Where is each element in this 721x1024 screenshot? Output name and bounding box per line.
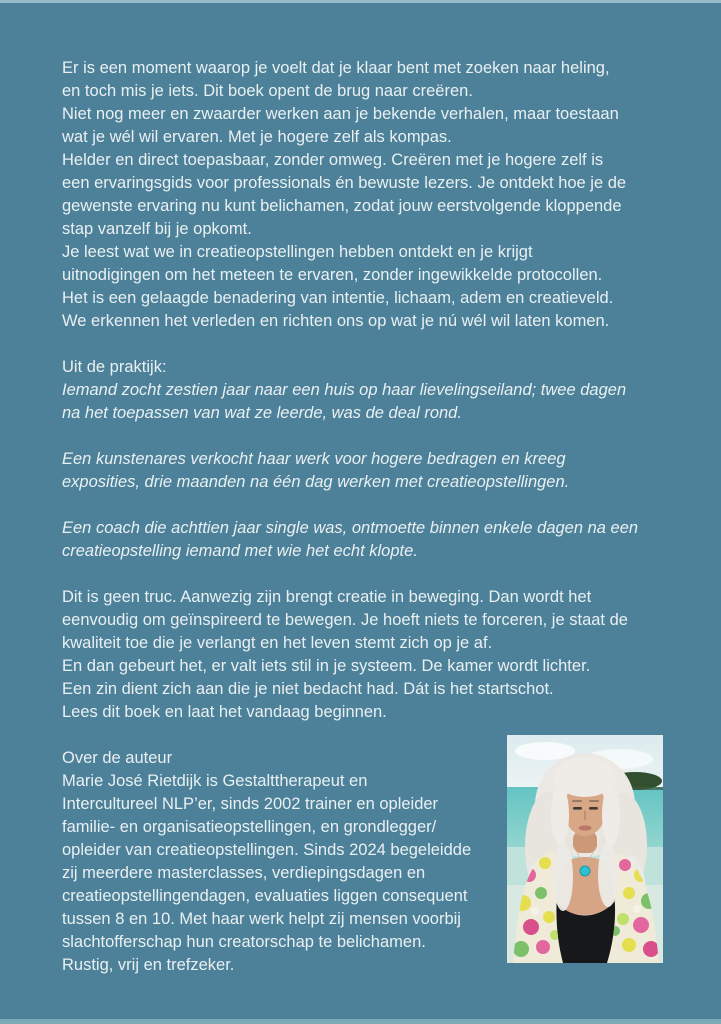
text-line: We erkennen het verleden en richten ons op wat je nú wél wil laten komen. xyxy=(62,312,610,330)
text-line: Intercultureel NLP’er, sinds 2002 trainer en opleider xyxy=(62,795,439,813)
text-line: tussen 8 en 10. Met haar werk helpt zij mensen voorbij xyxy=(62,910,461,928)
text-line: creatieopstellingendagen, evaluaties liggen consequent xyxy=(62,887,468,905)
text-line: slachtofferschap hun creatorschap te belichamen. xyxy=(62,933,426,951)
text-line: zij meerdere masterclasses, verdiepingsdagen en xyxy=(62,864,426,882)
author-photo xyxy=(507,735,663,963)
text-line: Je leest wat we in creatieopstellingen hebben ontdekt en je krijgt xyxy=(62,243,533,261)
text-line: en toch mis je iets. Dit boek opent de brug naar creëren. xyxy=(62,82,473,100)
text-line: Het is een gelaagde benadering van intentie, lichaam, adem en creatieveld. xyxy=(62,289,614,307)
text-line: wat je wél wil ervaren. Met je hogere zelf als kompas. xyxy=(62,128,452,146)
text-line: kwaliteit toe die je verlangt en het leven stemt zich op je af. xyxy=(62,634,493,652)
practice-heading: Uit de praktijk: xyxy=(62,358,167,376)
closing-paragraph xyxy=(62,586,669,724)
text-line: Iemand zocht zestien jaar naar een huis op haar lievelingseiland; twee dagen xyxy=(62,381,627,399)
text-line: Helder en direct toepasbaar, zonder omweg. Creëren met je hogere zelf is xyxy=(62,151,604,169)
author-bio xyxy=(62,747,502,977)
author-heading: Over de auteur xyxy=(62,749,173,767)
text-line: Een coach die achttien jaar single was, ontmoette binnen enkele dagen na een xyxy=(62,519,639,537)
text-line: Dit is geen truc. Aanwezig zijn brengt creatie in beweging. Dan wordt het xyxy=(62,588,592,606)
text-line: uitnodigingen om het meteen te ervaren, zonder ingewikkelde protocollen. xyxy=(62,266,603,284)
practice-paragraph xyxy=(62,356,669,425)
text-line: Rustig, vrij en trefzeker. xyxy=(62,956,235,974)
text-line: stap vanzelf bij je opkomt. xyxy=(62,220,252,238)
bottom-edge-strip xyxy=(0,1019,721,1024)
text-line: na het toepassen van wat ze leerde, was de deal rond. xyxy=(62,404,462,422)
text-line: En dan gebeurt het, er valt iets stil in je systeem. De kamer wordt lichter. xyxy=(62,657,591,675)
text-line: familie- en organisatieopstellingen, en grondlegger/ xyxy=(62,818,437,836)
text-line: Een kunstenares verkocht haar werk voor hogere bedragen en kreeg xyxy=(62,450,566,468)
text-line: gewenste ervaring nu kunt belichamen, zodat jouw eerstvolgende kloppende xyxy=(62,197,622,215)
text-line: Er is een moment waarop je voelt dat je klaar bent met zoeken naar heling, xyxy=(62,59,610,77)
case-paragraph-artist xyxy=(62,448,669,494)
text-line: Een zin dient zich aan die je niet bedacht had. Dát is het startschot. xyxy=(62,680,554,698)
text-line: creatieopstelling iemand met wie het echt klopte. xyxy=(62,542,418,560)
text-line: exposities, drie maanden na één dag werken met creatieopstellingen. xyxy=(62,473,570,491)
text-line: Marie José Rietdijk is Gestalttherapeut en xyxy=(62,772,368,790)
text-line: opleider van creatieopstellingen. Sinds 2024 begeleidde xyxy=(62,841,472,859)
intro-paragraph xyxy=(62,57,669,333)
text-line: een ervaringsgids voor professionals én bewuste lezers. Je ontdekt hoe je de xyxy=(62,174,627,192)
text-line: eenvoudig om geïnspireerd te bewegen. Je hoeft niets te forceren, je staat de xyxy=(62,611,628,629)
case-paragraph-coach xyxy=(62,517,669,563)
text-line: Lees dit boek en laat het vandaag beginnen. xyxy=(62,703,387,721)
top-edge-strip xyxy=(0,0,721,3)
text-line: Niet nog meer en zwaarder werken aan je bekende verhalen, maar toestaan xyxy=(62,105,619,123)
